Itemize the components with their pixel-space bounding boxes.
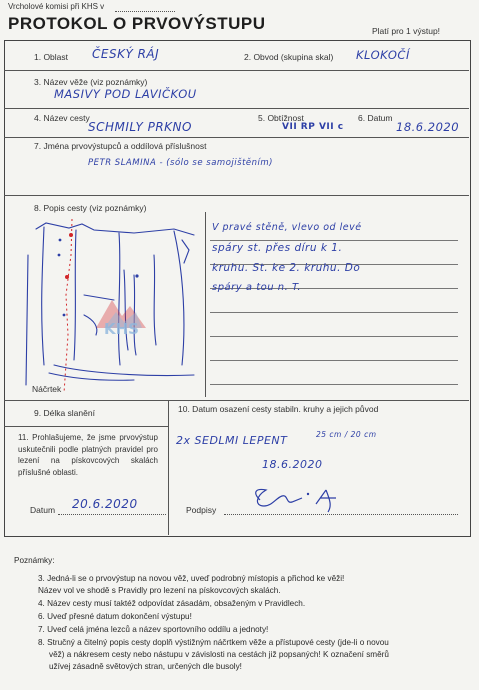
field-8-label: 8. Popis cesty (viz poznámky)	[34, 203, 147, 213]
write-line	[210, 240, 458, 241]
sketch-label: Náčrtek	[32, 384, 62, 394]
row-divider	[4, 137, 469, 138]
field-3-value: MASIVY POD LAVIČKOU	[54, 87, 197, 101]
signature-label: Podpisy	[186, 505, 217, 515]
note-item: 3. Jedná-li se o prvovýstup na novou věž, uveď podrobný místopis a přichod ke věži!	[38, 574, 345, 583]
field-6-label: 6. Datum	[358, 113, 393, 123]
commission-label: Vrcholové komisi při KHS v	[8, 2, 105, 11]
field-3-label: 3. Název věže (viz poznámky)	[34, 77, 148, 87]
field-10-sizes: 25 cm / 20 cm	[316, 430, 377, 439]
field-2-label: 2. Obvod (skupina skal)	[244, 52, 334, 62]
write-line	[210, 336, 458, 337]
write-line	[210, 312, 458, 313]
route-description-line: spáry a tou n. T.	[212, 282, 302, 293]
date-label: Datum	[30, 505, 56, 515]
note-item: 4. Název cesty musí taktéž odpovídat zásadám, obsaženým v Pravidlech.	[38, 599, 306, 608]
note-item: 8. Stručný a čitelný popis cesty doplň výstižným náčrtkem věže a přístupové cesty (jde-li o novou	[38, 638, 389, 647]
field-1-value: ČESKÝ RÁJ	[92, 47, 160, 61]
field-4-label: 4. Název cesty	[34, 113, 90, 123]
note-item: užívej zásadně světových stran, určených dle busoly!	[49, 662, 242, 671]
page-title: PROTOKOL O PRVOVÝSTUPU	[8, 14, 266, 33]
validity-note: Platí pro 1 výstup!	[372, 26, 441, 36]
khs-watermark-text: KHS	[104, 320, 139, 338]
row-divider	[4, 70, 469, 71]
field-7-label: 7. Jména prvovýstupců a oddílová příslušnost	[34, 141, 207, 151]
field-9-label: 9. Délka slanění	[34, 408, 95, 418]
field-10-line2: 18.6.2020	[262, 458, 323, 471]
write-line	[210, 384, 458, 385]
row-divider	[4, 400, 469, 401]
commission-line	[115, 11, 175, 12]
note-item: 7. Uveď celá jména lezců a název sportovního oddílu a jednoty!	[38, 625, 269, 634]
row-divider	[4, 195, 469, 196]
field-7-value: PETR SLAMINA - (sólo se samojištěním)	[88, 158, 273, 168]
row-divider	[4, 108, 469, 109]
route-description-line: spáry st. přes díru k 1.	[212, 242, 343, 254]
field-2-value: KLOKOČÍ	[356, 48, 410, 62]
signature-graphic	[248, 482, 358, 518]
field-4-value: SCHMILY PRKNO	[88, 120, 192, 134]
field-5-label: 5. Obtížnost	[258, 113, 304, 123]
write-line	[210, 360, 458, 361]
field-6-value: 18.6.2020	[396, 120, 460, 134]
route-description-line: V pravé stěně, vlevo od levé	[212, 222, 362, 233]
note-item: 6. Uveď přesné datum dokončení výstupu!	[38, 612, 192, 621]
note-item: Název vol ve shodě s Pravidly pro lezení na pískovcových skalách.	[38, 586, 281, 595]
row-divider	[4, 426, 168, 427]
route-description-line: kruhu. St. ke 2. kruhu. Do	[212, 262, 361, 274]
field-5-value: VII RP VII c	[282, 122, 344, 132]
date-value: 20.6.2020	[72, 497, 138, 511]
field-10-line1: 2x SEDLMI LEPENT	[176, 434, 288, 447]
declaration-text: 11. Prohlašujeme, že jsme prvovýstup uskutečnili podle platných pravidel pro lezení na pískovcových skalách příslušné oblasti.	[18, 433, 158, 477]
notes-heading: Poznámky:	[14, 556, 55, 565]
sketch-divider	[205, 212, 206, 397]
field-10-label: 10. Datum osazení cesty stabiln. kruhy a jejich původ	[178, 404, 379, 414]
date-line	[58, 514, 166, 515]
field-1-label: 1. Oblast	[34, 52, 69, 62]
note-item: věž) a nákresem cesty nebo nástupu v závislosti na cestách již popsaných! K označení směrů	[49, 650, 389, 659]
col-divider	[168, 400, 169, 535]
khs-watermark	[90, 290, 150, 350]
